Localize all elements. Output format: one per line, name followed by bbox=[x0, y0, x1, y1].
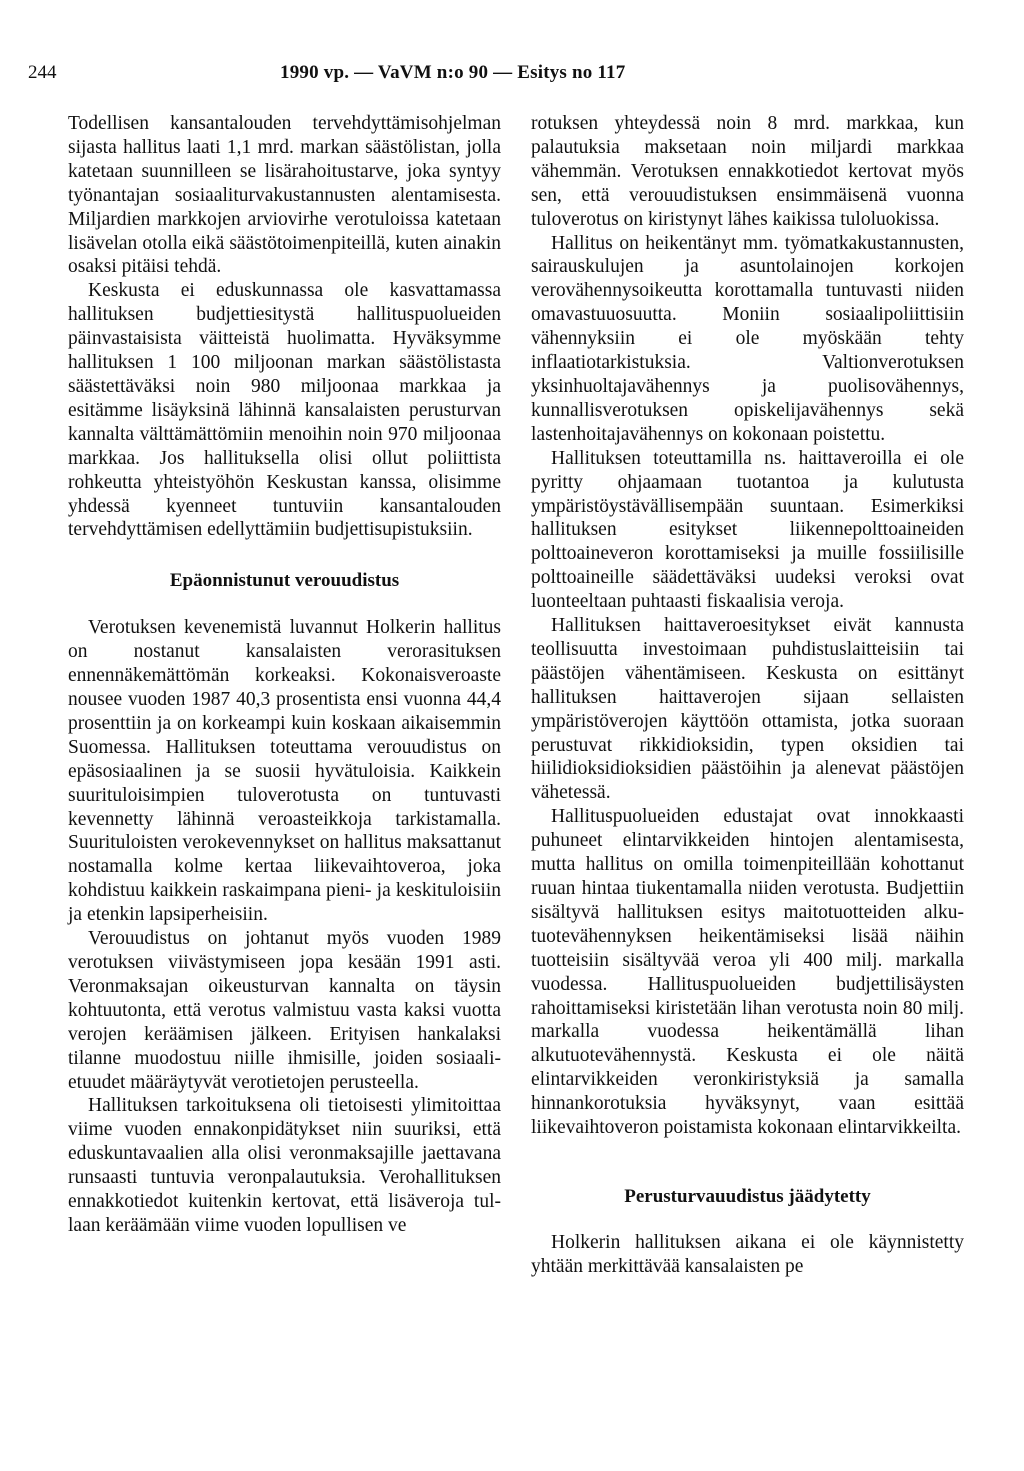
paragraph: Hallituksen haittaveroesitykset eivät kannusta teollisuutta investoimaan puhdistuslaitteisiin tai päästöjen vähentämiseen. Keskusta on esittänyt hallituksen haittaverojen sijaan sellaisten ympäristöverojen käyttöön ottamista, jotka suoraan perustuvat rikkidioksidin, typen oksidien tai hiilidioksidioksidien päästöihin ja alenevat päästöjen vähetessä. bbox=[531, 615, 964, 804]
running-header: 1990 vp. — VaVM n:o 90 — Esitys no 117 bbox=[280, 62, 626, 83]
paragraph: Holkerin hallituksen aikana ei ole käynnistetty yhtään merkittävää kansalaisten pe bbox=[531, 1231, 964, 1277]
paragraph: Verouudistus on johtanut myös vuoden 1989 verotuksen viivästymiseen jopa kesään 1991 asti. Veronmaksajan oikeusturvan kannalta on täysin kohtuutonta, että verotus valmistuu vasta kaksi vuotta verojen keräämisen jälkeen. Erityisen hankalaksi tilanne muodostuu niille ihmisille, joiden sosiaalietuudet määräytyvät verotietojen perusteella. bbox=[68, 928, 501, 1093]
paragraph: Hallituspuolueiden edustajat ovat innokkaasti puhuneet elintarvikkeiden hintojen alentamisesta, mutta hallitus on omilla toimenpiteillään kohottanut ruuan hintaa tiukentamalla niiden verotusta. Budjettiin sisältyvä hallituksen esitys maitotuotteiden alkutuotevähennyksen heikentämiseksi lisää näihin tuotteisiin sisältyvää veroa yli 400 milj. markalla vuodessa. Hallituspuolueiden budjettilisäysten rahoittamiseksi kiristetään lihan verotusta noin 80 milj. markalla vuodessa heikentämällä lihan alkutuotevähennystä. Keskusta ei ole näitä elintarvikkeiden veronkiristyksiä ja samalla hinnankorotuksia hyväksynyt, vaan esittää liikevaihtoveron poistamista kokonaan elintarvikkeilta. bbox=[531, 806, 964, 1139]
paragraph: Hallituksen tarkoituksena oli tietoisesti ylimitoittaa viime vuoden ennakonpidätykset niin suuriksi, että eduskuntavaalien alla olisi veronmaksajille jaettavana runsaasti tuntuvia veronpalautuksia. Verohallituksen ennakkotiedot kuitenkin kertovat, että lisäveroja tullaan keräämään viime vuoden lopullisen ve bbox=[68, 1095, 501, 1236]
paragraph: Hallitus on heikentänyt mm. työmatkakustannusten, sairauskulujen ja asuntolainojen korkojen verovähennysoikeutta korottamalla tuntuvasti niiden omavastuuosuutta. Moniin sosiaalipoliittisiin vähennyksiin ei ole myöskään tehty inflaatiotarkistuksia. Valtionverotuksen yksinhuoltajavähennys ja puolisovähennys, kunnallisverotuksen opiskelijavähennys sekä lastenhoitajavähennys on kokonaan poistettu. bbox=[531, 232, 964, 445]
section-heading: Perusturvauudistus jäädytetty bbox=[624, 1185, 871, 1207]
section-heading: Epäonnistunut verouudistus bbox=[169, 570, 400, 592]
paragraph: Hallituksen toteuttamilla ns. haittaveroilla ei ole pyritty ohjaamaan tuotantoa ja kulutusta ympäristöystävällisempään suuntaan. Esimerkiksi hallituksen esitykset liikennepolttoaineiden polttoaineveron korottamiseksi ja muille fossiilisille polttoaineille säädettäväksi uudeksi veroksi ovat luonteeltaan puhtaasti fiskaalisia veroja. bbox=[531, 447, 964, 613]
paragraph-continuation: rotuksen yhteydessä noin 8 mrd. markkaa, kun palautuksia maksetaan noin miljardi markkaa vähemmän. Verotuksen ennakkotiedot kertovat myös sen, että verouudistuksen ensimmäisenä vuonna tuloverotus on kiristynyt lähes kaikissa tuloluokissa. bbox=[531, 113, 964, 230]
left-column bbox=[68, 112, 501, 1238]
page-number: 244 bbox=[28, 62, 57, 83]
right-column bbox=[531, 112, 964, 1279]
paragraph: Todellisen kansantalouden tervehdyttämisohjelman sijasta hallitus laati 1,1 mrd. markan säästölistan, jolla katetaan suunnilleen se lisärahoitustarve, joka syntyy työnantajan sosiaaliturvakustannusten alentamisesta. Miljardien markkojen arviovirhe verotuloissa katetaan lisävelan otolla eikä säästötoimenpiteillä, kuten ainakin osaksi pitäisi tehdä. bbox=[68, 113, 501, 278]
paragraph: Verotuksen kevenemistä luvannut Holkerin hallitus on nostanut kansalaisten verorasituksen ennennäkemättömän korkeaksi. Kokonaisveroaste nousee vuoden 1987 40,3 prosentista ensi vuonna 44,4 prosenttiin ja on korkeampi kuin koskaan aikaisemmin Suomessa. Hallituksen toteuttama verouudistus on epäsosiaalinen ja se suosii hyvätuloisia. Kaikkein suurituloisimpien tuloverotusta on tuntuvasti kevennetty lähinnä veroasteikkoja tarkistamalla. Suurituloisten verokevennykset on hallitus maksattanut nostamalla kolme kertaa liikevaihtoveroa, joka kohdistuu kaikkein raskaimpana pieni- ja keskituloisiin ja etenkin lapsiperheisiin. bbox=[68, 617, 501, 926]
paragraph: Keskusta ei eduskunnassa ole kasvattamassa hallituksen budjettiesitystä hallituspuolueiden päinvastaisista väitteistä huolimatta. Hyväksymme hallituksen 1 100 miljoonan markan säästölistasta säästettäväksi noin 980 miljoonaa markkaa ja esitämme lisäyksinä lähinnä kansalaisten perusturvan kannalta välttämättömiin menoihin noin 970 miljoonaa markkaa. Jos hallituksella olisi ollut poliittista rohkeutta yhteistyöhön Keskustan kanssa, olisimme yhdessä kyenneet tuntuviin kansantalouden tervehdyttämisen edellyttämiin budjettisupistuksiin. bbox=[68, 280, 501, 541]
